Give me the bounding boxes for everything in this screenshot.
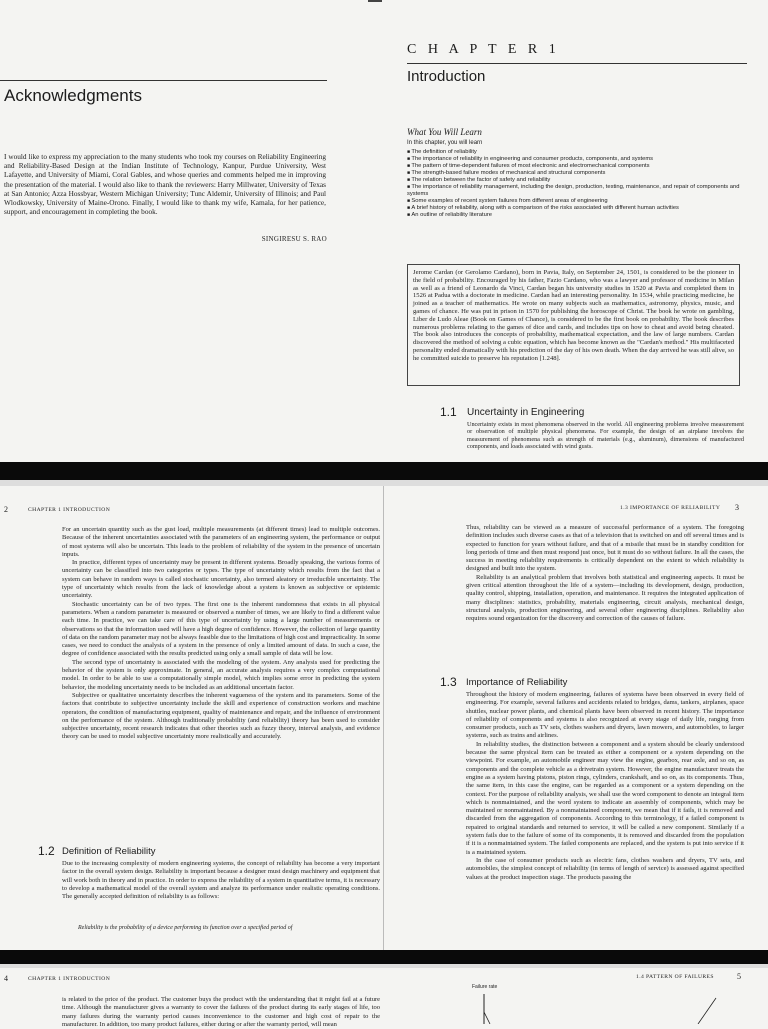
page-4-number: 4 bbox=[4, 974, 8, 983]
page-5-running-head: 1.4 PATTERN OF FAILURES bbox=[636, 974, 714, 980]
learn-intro: In this chapter, you will learn bbox=[407, 140, 483, 146]
paragraph: For an uncertain quantity such as the gust load, multiple measurements (at different times) lead to multiple outcomes. Because of the inherent uncertainties associated with the parameters of an engineering system, the performance or output of most systems will also be uncertain. This leads to the problem of reliability of the system in the presence of uncertain inputs. bbox=[62, 526, 380, 558]
learn-item: ■ The relation between the factor of safety and reliability bbox=[407, 177, 747, 184]
reliability-definition: Reliability is the probability of a device performing its function over a specified period of bbox=[78, 925, 293, 931]
figure-axis-label: Failure rate bbox=[472, 984, 498, 990]
paragraph: The second type of uncertainty is associated with the modeling of the system. Any analysis used for predicting the behavior of the system is only approximate. In general, an accurate analysis requires a very complex computational model. In order to be able to use a computationally simple model, which implies some error in predicting the system behavior, the modeling uncertainty needs to be included as an additional uncertain factor. bbox=[62, 658, 380, 691]
section-1-2-number: 1.2 bbox=[38, 844, 55, 858]
acknowledgments-signature: SINGIRESU S. RAO bbox=[261, 235, 327, 243]
section-1-3-number: 1.3 bbox=[440, 675, 457, 689]
figure-curve-right bbox=[698, 998, 716, 1024]
section-1-3-body bbox=[466, 691, 744, 882]
paragraph: In practice, different types of uncertainty may be present in different systems. Broadly speaking, the various forms of uncertainty can be classified into two categories or types. The type of uncertainty which results from the fact that a system can behave in random ways is called stochastic uncertainty, also termed aleatory or irreducible uncertainty. The type of uncertainty which results from the lack of knowledge about a system is known as subjective or epistemic uncertainty. bbox=[62, 559, 380, 600]
section-1-1-body: Uncertainty exists in most phenomena observed in the world. All engineering problems involve measurement or observation of multiple physical phenomena. For example, the design of an airplane involves the measurement of phenomena such as strength of materials (e.g., aluminum), dimensions of manufactured components, and loads associated with wind gusts. bbox=[467, 421, 744, 451]
page-2-body bbox=[62, 526, 380, 742]
section-1-2-title: Definition of Reliability bbox=[62, 846, 156, 857]
acknowledgments-rule bbox=[0, 80, 327, 81]
scan-gap bbox=[0, 964, 768, 968]
page-gutter bbox=[383, 486, 384, 950]
failure-rate-figure bbox=[470, 992, 750, 1024]
acknowledgments-title: Acknowledgments bbox=[4, 86, 142, 105]
learn-item: ■ A brief history of reliability, along with a comparison of the risks associated with different human activities bbox=[407, 205, 747, 212]
section-1-1-title: Uncertainty in Engineering bbox=[467, 407, 585, 418]
learn-item: ■ The pattern of time-dependent failures of most electronic and electromechanical components bbox=[407, 163, 747, 170]
learn-item: ■ The importance of reliability management, including the design, production, testing, maintenance, and repair of components and systems bbox=[407, 184, 747, 198]
learn-item: ■ The definition of reliability bbox=[407, 149, 747, 156]
section-1-3-title: Importance of Reliability bbox=[466, 677, 568, 688]
learn-item: ■ The importance of reliability in engineering and consumer products, components, and systems bbox=[407, 156, 747, 163]
paragraph: Reliability is an analytical problem that involves both statistical and engineering aspects. It must be given critical attention throughout the life of a system—including its development, design, production, quality control, shipping, installation, operation, and maintenance. It requires the integrated application of many disciplines: statistics, probability, materials engineering, circuit analysis, mechanical design, structural analysis, production engineering, and several other engineering disciplines. Reliability also requires sound organization for the discovery and correction of the causes of failure. bbox=[466, 573, 744, 623]
page-3-number: 3 bbox=[735, 503, 739, 512]
learn-item: ■ Some examples of recent system failures from different areas of engineering bbox=[407, 198, 747, 205]
chapter-rule bbox=[407, 63, 747, 64]
paragraph: Throughout the history of modern engineering, failures of systems have been observed in every field of engineering. For example, several failures and accidents related to bridges, dams, tankers, airplanes, space shuttles, nuclear power plants, and chemical plants have been observed in recent history. The importance of reliability of components and systems is also recognized at every stage of daily life, ranging from consumer products, such as TV sets, clothes washers and dryers, lawn mowers, and automobiles, to larger systems, such as trains and airlines. bbox=[466, 691, 744, 740]
page-2-number: 2 bbox=[4, 505, 8, 514]
page-2-running-head: CHAPTER 1 INTRODUCTION bbox=[28, 507, 111, 513]
chapter-label: C H A P T E R 1 bbox=[407, 42, 560, 57]
paragraph: Subjective or qualitative uncertainty describes the inherent vagueness of the system and its parameters. Some of the factors that contribute to subjective uncertainty include the skill and experience of construction workers and machine operators, the condition of manufacturing equipment, quality of maintenance and repair, and the influence of environment on the performance of the system. Although traditionally probability (and reliability) theory has been used to consider subjective uncertainty, recent research indicates that other theories such as fuzzy theory, interval analysis, and evidence theory can be used to model subjective uncertainty more realistically and accurately. bbox=[62, 691, 380, 741]
learn-list bbox=[407, 149, 747, 219]
learn-item: ■ The strength-based failure modes of mechanical and structural components bbox=[407, 170, 747, 177]
page-4-body: is related to the price of the product. The customer buys the product with the understanding that it might fail at a future time. Although the manufacturer gives a warranty to cover the failures of the product during its early stages of life, too many failures during the warranty period causes inconvenience to the customer and high cost of repair to the manufacturer. In addition, too many product failures, either during or after the warranty period, will mean bbox=[62, 996, 380, 1028]
page-3-running-head: 1.3 IMPORTANCE OF RELIABILITY bbox=[620, 505, 721, 511]
paragraph: In the case of consumer products such as electric fans, clothes washers and dryers, TV sets, and automobiles, the simplest concept of reliability (in terms of length of service) is assessed against specified values at the product inspection stage. The products passing the bbox=[466, 856, 744, 881]
section-1-1-number: 1.1 bbox=[440, 405, 457, 419]
cardan-biography-box: Jerome Cardan (or Gerolamo Cardano), born in Pavia, Italy, on September 24, 1501, is considered to be the pioneer in the field of probability. Encouraged by his father, Fazio Cardano, who was a lawyer and professor of medicine in Milan as well as a friend of Leonardo da Vinci, Cardan began his university studies in 1520 at Pavia and completed them in 1526 at Padua with a doctorate in medicine. Cardan had an interesting personality. In 1534, while practicing medicine, he joined as a teacher of mathematics. He wrote on many subjects such as mathematics, astronomy, physics, music, and games of chance. He was put in prison in 1570 for publishing the horoscope of Christ. The book he wrote on gambling, Liber de Ludo Aleae (Book on Games of Chance), is considered to be the first book on probability. The book describes numerous problems relating to the games of dice and cards, and includes tips on how to cheat and avoid being cheated. The book also introduces the concepts of probability, mathematical expectation, and the law of large numbers. Cardan discovered the method of solving a cubic equation, which has become known as the "Cardan's method." His multifaceted personality ended dramatically with his prediction of the day of his own death. When the day arrived he was still alive, so he committed suicide to preserve his reputation [1.248]. bbox=[407, 264, 740, 386]
paragraph: In reliability studies, the distinction between a component and a system should be clearly understood because the same physical item can be treated as either a component or a system depending on the viewpoint. For example, an automobile engineer may view the engine, gearbox, rear axle, and so on, as components and the complete vehicle as a drivetrain system. However, the engine manufacturer treats the engine as a system having pistons, piston rings, cylinders, crankshaft, and so on, as its components. Thus, the same item, in this case the engine, can be regarded as a component or a system depending on the context. For the purpose of reliability analysis, we shall use the word component to denote an integral item which is nonmaintained, and the word system to indicate an assembly of components, which may be maintained or nonmaintained. By a nonmaintained component, we mean that if it fails, it is removed and discarded from the aggregation of components. According to this terminology, if a failed component is repaired to original standards and returned to service, it will be called a new component. Similarly if a system fails due to the failure of some of its components, it is removed and discarded from the population if it is a nonmaintained system. The failed components are replaced, and the system is put into service if it is a maintained system. bbox=[466, 740, 744, 856]
page-5-number: 5 bbox=[737, 972, 741, 981]
learn-item: ■ An outline of reliability literature bbox=[407, 212, 747, 219]
scan-gap bbox=[0, 480, 768, 486]
scan-mark bbox=[368, 0, 382, 2]
paragraph: Thus, reliability can be viewed as a measure of successful performance of a system. The foregoing definition includes such diverse cases as that of a television that is switched on and off several times and is expected to function for years without failure, and that of a missile that must be in standby condition for long periods of time and then must respond just once, but it must do so without failure. In all the cases, the success in meeting reliability requirements is critically dependent on the extent to which reliability is designed and built into the system. bbox=[466, 524, 744, 573]
scan-gutter-band bbox=[0, 950, 768, 964]
paragraph: Stochastic uncertainty can be of two types. The first one is the inherent randomness that exists in all physical parameters. When a random parameter is measured or observed a number of times, we are likely to find a different value each time. In practice, we can take care of this type of uncertainty by using a large number of measurements or observations so that the information used will have a high degree of confidence. However, the collection of large quantity of data on the random parameter may not be always feasible due to the limitations of high cost and impracticality. In some cases, we need to conduct the analysis of a system in the presence of only a limited amount of data. In such a case, the degree of confidence associated with the results predicted using only a small sample of data will be low. bbox=[62, 600, 380, 658]
page-3-body bbox=[466, 524, 744, 624]
figure-curve-left bbox=[484, 1012, 490, 1024]
chapter-title: Introduction bbox=[407, 68, 486, 85]
section-1-2-body: Due to the increasing complexity of modern engineering systems, the concept of reliability has become a very important factor in the overall system design. Reliability is important because a designer must design machinery and equipment that will work both in theory and in practice. In order to express the reliability of a system in quantitative terms, it is necessary to develop a mathematical model of the overall system and analyze its performance under realistic operating conditions. The generally accepted definition of reliability is as follows: bbox=[62, 860, 380, 901]
scan-gutter-band bbox=[0, 462, 768, 480]
acknowledgments-body: I would like to express my appreciation to the many students who took my courses on Reliability Engineering and Reliability-Based Design at the Indian Institute of Technology, Kanpur, Purdue University, West Lafayette, and University of Miami, Coral Gables, and whose queries and comments helped me in improving the presentation of the material. I would also like to thank the reviewers: Harry Millwater, University of Texas at San Antonio; Azza Hossbyar, Western Michigan University; Tunc Aldemir, University of Illinois; and Paul Wlodkowsky, University of Maine-Orono. Finally, I would like to thank my wife, Kamala, for her patience, support, and encouragement in completing the book. bbox=[4, 152, 326, 217]
page-4-running-head: CHAPTER 1 INTRODUCTION bbox=[28, 976, 111, 982]
learn-title: What You Will Learn bbox=[407, 127, 482, 137]
